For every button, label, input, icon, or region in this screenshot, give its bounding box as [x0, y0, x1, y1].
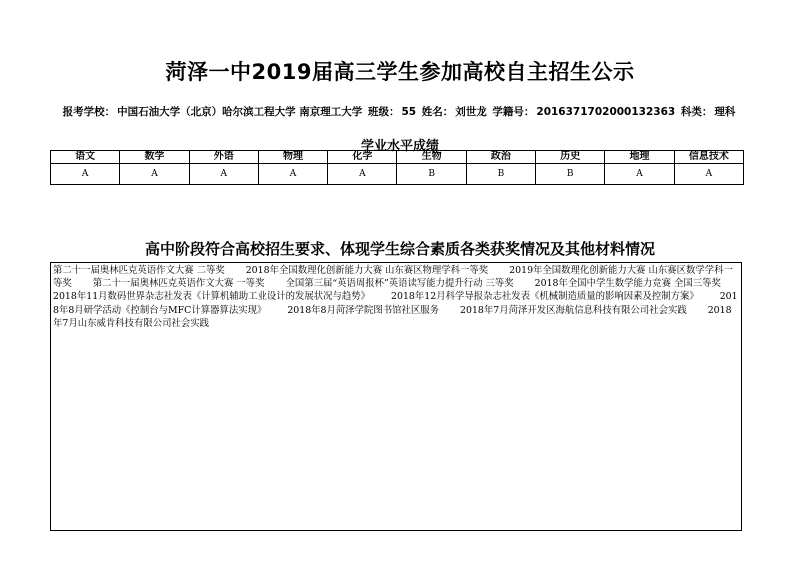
- award-item: 2018年8月研学活动《控制台与MFC计算器算法实现》: [53, 291, 738, 316]
- schools-label: 报考学校：: [62, 106, 116, 118]
- grades-row: [51, 164, 744, 185]
- name-label: 姓名：: [421, 106, 454, 118]
- subject-header: 政治: [466, 151, 535, 164]
- subject-header: 语文: [51, 151, 120, 164]
- grade-cell: B: [397, 164, 466, 185]
- grade-cell: A: [674, 164, 743, 185]
- subject-header: 化学: [328, 151, 397, 164]
- award-item: 2018年全国中学生数学能力竞赛 全国三等奖: [534, 278, 721, 290]
- student-id-label: 学籍号：: [492, 106, 535, 118]
- subject-header: 外语: [189, 151, 258, 164]
- subject-header: 生物: [397, 151, 466, 164]
- award-item: 第二十一届奥林匹克英语作文大赛 一等奖: [92, 278, 265, 290]
- award-item: 2018年12月科学导报杂志社发表《机械制造质量的影响因素及控制方案》: [391, 291, 699, 303]
- grade-cell: A: [189, 164, 258, 185]
- grade-cell: A: [605, 164, 674, 185]
- subject-header: 地理: [605, 151, 674, 164]
- award-item: 全国第三届“英语周报杯”英语读写能力提升行动 三等奖: [285, 278, 514, 290]
- grade-cell: A: [120, 164, 189, 185]
- award-item: 2019年全国数理化创新能力大赛 山东赛区数学学科一等奖: [53, 265, 733, 290]
- student-id-value: 2016371702000132363: [536, 106, 676, 118]
- schools-value: 中国石油大学（北京）哈尔滨工程大学 南京理工大学: [117, 106, 363, 118]
- award-item: 2018年7月山东威肯科技有限公司社会实践: [53, 304, 732, 329]
- grade-cell: A: [328, 164, 397, 185]
- awards-section-title: 高中阶段符合高校招生要求、体现学生综合素质各类获奖情况及其他材料情况: [144, 240, 655, 258]
- name-value: 刘世龙: [455, 106, 487, 118]
- award-item: 2018年7月菏泽开发区海航信息科技有限公司社会实践: [460, 304, 687, 316]
- subject-header: 信息技术: [674, 151, 743, 164]
- subject-header: 历史: [536, 151, 605, 164]
- scores-table: [50, 150, 744, 185]
- grade-cell: B: [536, 164, 605, 185]
- grade-cell: B: [466, 164, 535, 185]
- awards-box: [50, 262, 742, 531]
- grade-cell: A: [258, 164, 327, 185]
- award-item: 2018年8月菏泽学院图书馆社区服务: [287, 304, 440, 316]
- award-item: 第二十一届奥林匹克英语作文大赛 二等奖: [53, 265, 225, 276]
- subject-header: 物理: [258, 151, 327, 164]
- student-info-line: [0, 104, 800, 119]
- category-label: 科类：: [680, 106, 713, 118]
- page-title: 菏泽一中2019届高三学生参加高校自主招生公示: [165, 60, 635, 84]
- award-item: 2018年全国数理化创新能力大赛 山东赛区物理学科一等奖: [245, 265, 489, 276]
- award-item: 2018年11月数码世界杂志社发表《计算机辅助工业设计的发展状况与趋势》: [53, 291, 371, 303]
- class-label: 班级：: [367, 106, 400, 118]
- scores-section-title: 学业水平成绩: [360, 139, 439, 154]
- grade-cell: A: [51, 164, 120, 185]
- subjects-row: [51, 151, 744, 164]
- subject-header: 数学: [120, 151, 189, 164]
- category-value: 理科: [714, 106, 736, 118]
- class-value: 55: [401, 106, 417, 118]
